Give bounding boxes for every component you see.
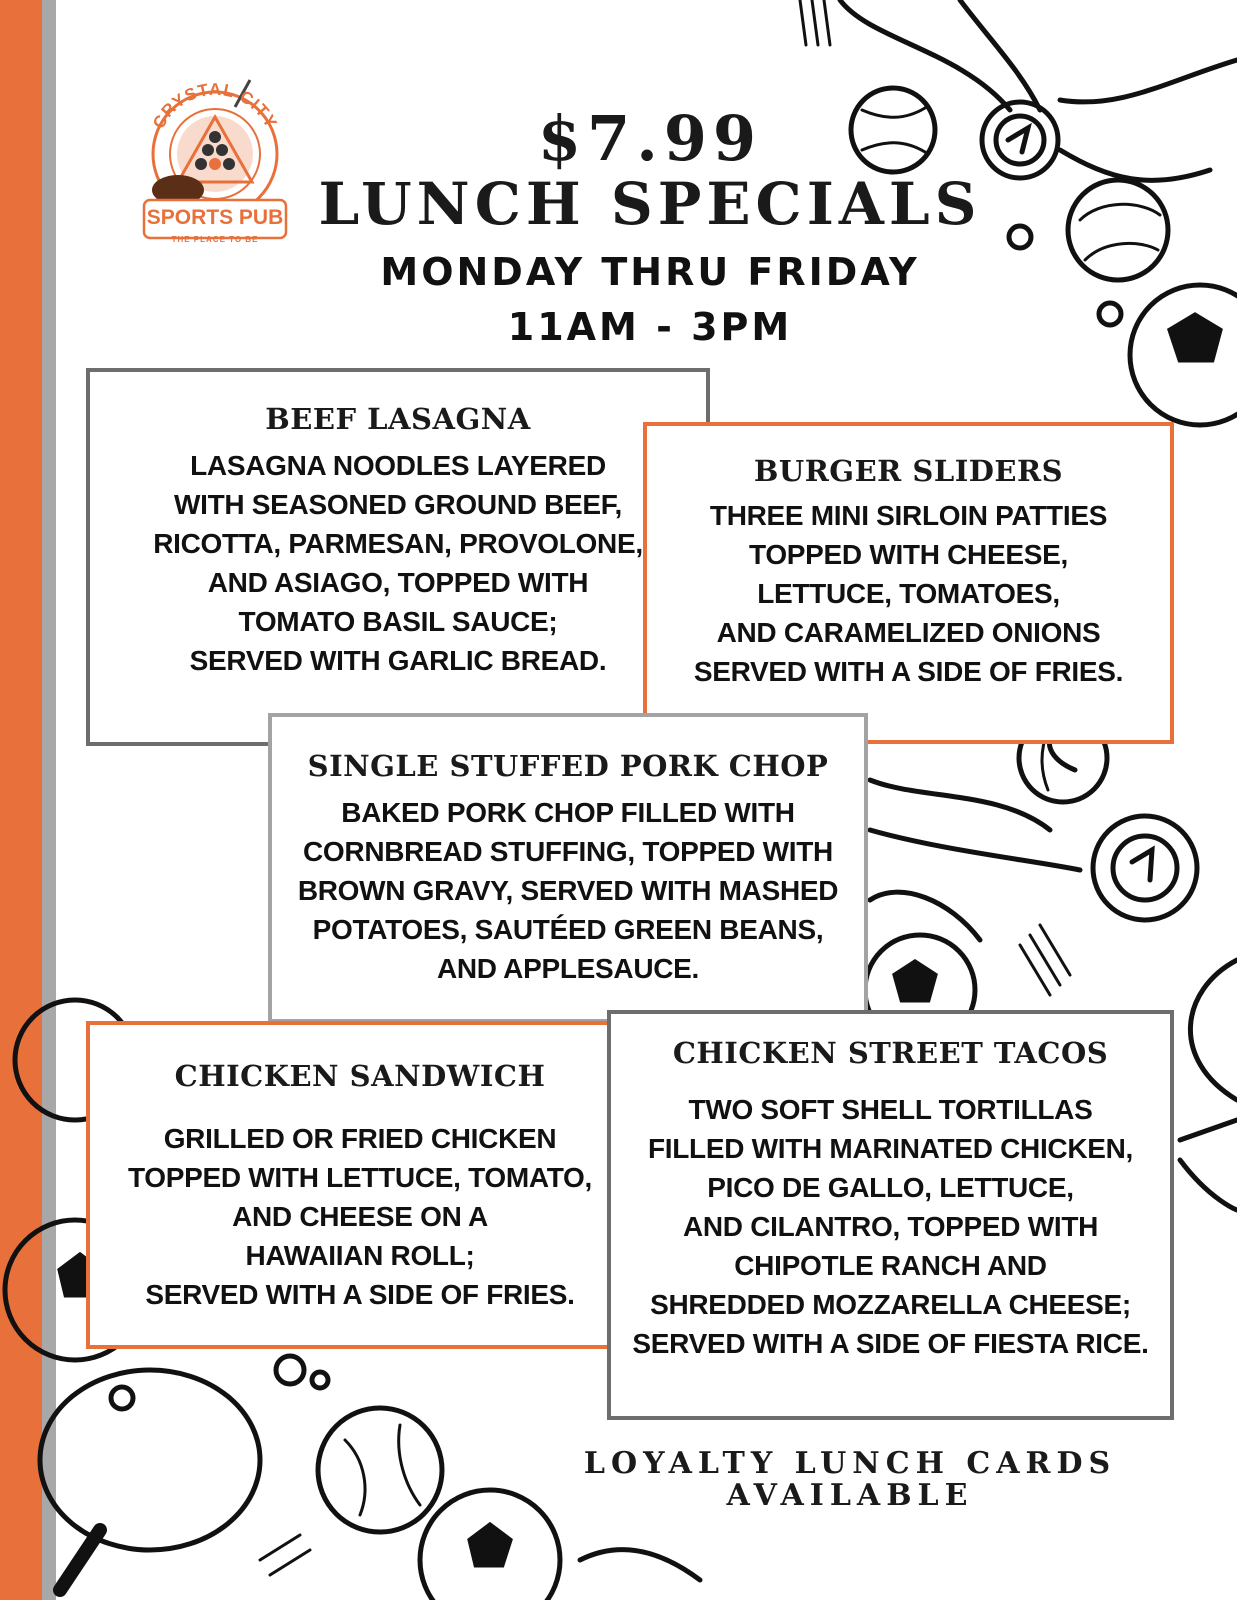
menu-item-description (647, 496, 1170, 691)
lunch-specials-title: LUNCH SPECIALS (318, 170, 982, 238)
description-line: LETTUCE, TOMATOES, (757, 578, 1060, 609)
description-line: AND APPLESAUCE. (436, 953, 700, 984)
menu-card-chicken-sandwich (86, 1021, 634, 1349)
ribbon-line (870, 830, 1080, 870)
hours-subheading: 11AM - 3PM (507, 305, 793, 349)
description-line: BAKED PORK CHOP FILLED WITH (341, 797, 795, 828)
baseball-icon (1068, 180, 1168, 280)
menu-item-description (90, 446, 706, 680)
menu-item-title: CHICKEN SANDWICH (174, 1059, 546, 1093)
menu-item-title: BURGER SLIDERS (753, 454, 1064, 488)
description-line: BROWN GRAVY, SERVED WITH MASHED (297, 875, 839, 906)
description-line: AND CHEESE ON A (232, 1201, 488, 1232)
ribbon-line (960, 0, 1040, 110)
description-line: RICOTTA, PARMESAN, PROVOLONE, (153, 528, 643, 559)
description-line: TOMATO BASIL SAUCE; (238, 606, 558, 637)
description-line: GRILLED OR FRIED CHICKEN (163, 1123, 557, 1154)
menu-item-title: SINGLE STUFFED PORK CHOP (307, 749, 829, 783)
logo-top-text: CRYSTAL CITY (149, 79, 282, 132)
menu-item-description (611, 1090, 1170, 1363)
description-line: POTATOES, SAUTÉED GREEN BEANS, (312, 914, 824, 945)
description-line: SERVED WITH A SIDE OF FRIES. (145, 1279, 575, 1310)
description-line: SHREDDED MOZZARELLA CHEESE; (650, 1289, 1131, 1320)
footer-line: AVAILABLE (726, 1478, 974, 1513)
menu-card-chicken-street-tacos (607, 1010, 1174, 1420)
menu-item-title: BEEF LASAGNA (265, 402, 531, 436)
description-line: THREE MINI SIRLOIN PATTIES (709, 500, 1108, 531)
ping-pong-paddle-icon (40, 1370, 260, 1550)
logo-main-text: SPORTS PUB (146, 206, 284, 229)
menu-card-beef-lasagna (86, 368, 710, 746)
description-line: SERVED WITH GARLIC BREAD. (189, 645, 607, 676)
logo-tagline: THE PLACE TO BE (171, 235, 259, 244)
menu-card-burger-sliders (643, 422, 1174, 744)
description-line: WITH SEASONED GROUND BEEF, (173, 489, 622, 520)
menu-item-description (90, 1119, 630, 1314)
description-line: SERVED WITH A SIDE OF FIESTA RICE. (632, 1328, 1149, 1359)
description-line: CHIPOTLE RANCH AND (734, 1250, 1047, 1281)
description-line: AND CARAMELIZED ONIONS (716, 617, 1101, 648)
menu-item-description (272, 793, 864, 988)
menu-item-title: CHICKEN STREET TACOS (672, 1036, 1109, 1070)
description-line: AND CILANTRO, TOPPED WITH (682, 1211, 1099, 1242)
ribbon-line (870, 780, 1050, 830)
description-line: TWO SOFT SHELL TORTILLAS (688, 1094, 1093, 1125)
crystal-city-sports-pub-logo (140, 72, 290, 252)
description-line: TOPPED WITH LETTUCE, TOMATO, (128, 1162, 592, 1193)
price-heading: $7.99 (537, 102, 763, 175)
description-line: FILLED WITH MARINATED CHICKEN, (647, 1133, 1134, 1164)
description-line: CORNBREAD STUFFING, TOPPED WITH (303, 836, 833, 867)
baseball-icon (318, 1408, 442, 1532)
description-line: TOPPED WITH CHEESE, (749, 539, 1068, 570)
ribbon-line (1060, 60, 1237, 102)
medal-icon (1093, 816, 1197, 920)
menu-card-stuffed-pork-chop (268, 713, 868, 1023)
loyalty-cards-notice (580, 1448, 1120, 1512)
description-line: AND ASIAGO, TOPPED WITH (207, 567, 589, 598)
description-line: LASAGNA NOODLES LAYERED (190, 450, 606, 481)
ribbon-line (1060, 150, 1210, 180)
ribbon-line (840, 0, 1010, 110)
description-line: SERVED WITH A SIDE OF FRIES. (693, 656, 1124, 687)
description-line: HAWAIIAN ROLL; (245, 1240, 475, 1271)
days-subheading: MONDAY THRU FRIDAY (380, 250, 920, 294)
footer-line: LOYALTY LUNCH CARDS (583, 1446, 1117, 1481)
description-line: PICO DE GALLO, LETTUCE, (707, 1172, 1074, 1203)
